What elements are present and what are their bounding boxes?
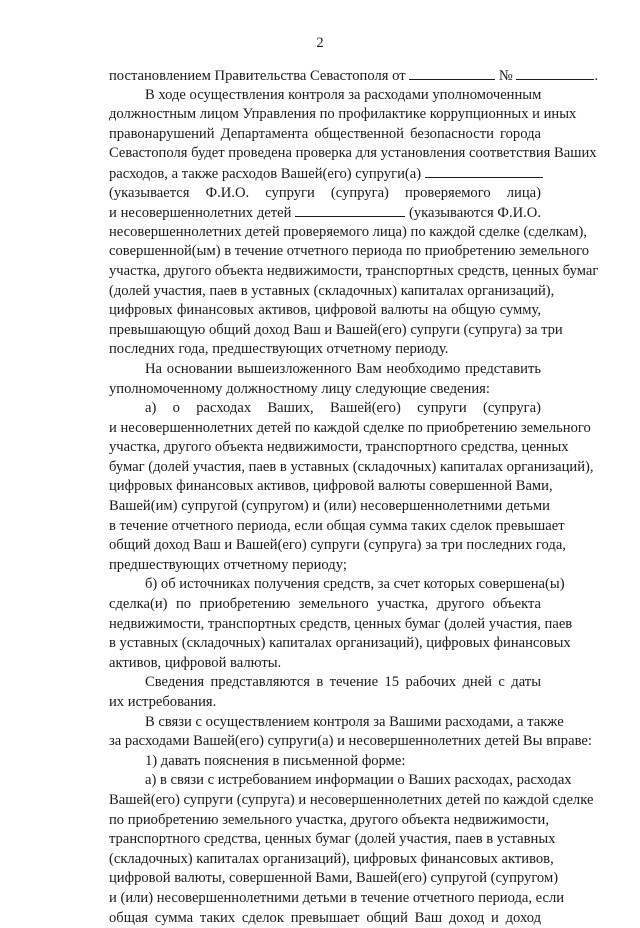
fill-in-blank xyxy=(409,66,495,80)
text-segment: . xyxy=(594,68,599,84)
fill-in-blank xyxy=(295,203,405,217)
text-line: и (или) несовершеннолетними детьми в течение отчетного периода, если xyxy=(109,889,565,906)
text-line: бумаг (долей участия, паев в уставных (складочных) капиталах организаций), xyxy=(109,458,594,475)
text-line: правонарушений Департамента общественной безопасности города xyxy=(109,125,541,142)
text-segment: № xyxy=(495,68,517,84)
text-line: совершенной(ым) в течение отчетного периода по приобретению земельного xyxy=(109,243,590,260)
text-line: в уставных (складочных) капиталах организаций), цифровых финансовых xyxy=(109,635,571,652)
text-line: В связи с осуществлением контроля за Вашими расходами, а также xyxy=(145,713,564,730)
text-line: за расходами Вашей(его) супруги(а) и несовершеннолетних детей Вы вправе: xyxy=(109,733,592,750)
text-line: общий доход Ваш и Вашей(его) супруги (супруга) за три последних года, xyxy=(109,537,566,554)
text-line: цифровых финансовых активов, цифровой валюты на общую сумму, xyxy=(109,302,541,319)
page-number: 2 xyxy=(316,35,324,51)
fill-in-blank xyxy=(425,164,543,178)
text-line: (указывается Ф.И.О. супруги (супруга) проверяемого лица) xyxy=(109,184,541,201)
text-line: а) в связи с истребованием информации о Ваших расходах, расходах xyxy=(145,772,572,789)
text-segment: и несовершеннолетних детей xyxy=(109,205,296,222)
text-line: и несовершеннолетних детей по каждой сделке по приобретению земельного xyxy=(109,419,591,436)
text-line: Вашей(его) супруги (супруга) и несовершеннолетних детей по каждой сделке xyxy=(109,791,594,808)
text-segment: (указываются Ф.И.О. xyxy=(405,205,541,222)
text-line: (складочных) капиталах организаций), цифровых финансовых активов, xyxy=(109,850,554,867)
text-line: участка, другого объекта недвижимости, транспортного средства, ценных xyxy=(109,439,569,456)
text-line: уполномоченному должностному лицу следующие сведения: xyxy=(109,380,490,397)
text-line xyxy=(109,164,541,184)
text-line: б) об источниках получения средств, за счет которых совершена(ы) xyxy=(145,576,565,593)
text-line: предшествующих отчетному периоду; xyxy=(109,556,347,573)
document-body xyxy=(109,66,599,928)
text-line: общая сумма таких сделок превышает общий Ваш доход и доход xyxy=(109,909,541,926)
text-line: транспортного средства, ценных бумаг (долей участия, паев в уставных xyxy=(109,831,556,848)
text-line: На основании вышеизложенного Вам необходимо представить xyxy=(145,360,541,377)
text-line: (долей участия, паев в уставных (складочных) капиталах организаций), xyxy=(109,282,555,299)
text-line: Вашей(им) супругой (супругом) и (или) несовершеннолетними детьми xyxy=(109,498,550,515)
text-line: участка, другого объекта недвижимости, транспортных средств, ценных бумаг xyxy=(109,262,599,279)
text-line: В ходе осуществления контроля за расходами уполномоченным xyxy=(145,86,542,103)
text-line: Сведения представляются в течение 15 рабочих дней с даты xyxy=(145,674,541,691)
text-line: а) о расходах Ваших, Вашей(его) супруги (супруга) xyxy=(145,400,541,417)
text-line: Севастополя будет проведена проверка для установления соответствия Ваших xyxy=(109,145,597,162)
text-line: активов, цифровой валюты. xyxy=(109,654,282,671)
text-line: сделка(и) по приобретению земельного участка, другого объекта xyxy=(109,596,541,613)
text-line: последних года, предшествующих отчетному периоду. xyxy=(109,341,449,358)
text-line: в течение отчетного периода, если общая сумма таких сделок превышает xyxy=(109,517,565,534)
text-line: должностным лицом Управления по профилактике коррупционных и иных xyxy=(109,106,577,123)
text-line xyxy=(109,203,541,223)
text-segment: постановлением Правительства Севастополя от xyxy=(109,68,410,84)
text-line: их истребования. xyxy=(109,694,217,710)
fill-in-blank xyxy=(516,66,594,80)
text-line: превышающую общий доход Ваш и Вашей(его) супруги (супруга) за три xyxy=(109,321,563,338)
text-line xyxy=(109,66,599,86)
text-line: 1) давать пояснения в письменной форме: xyxy=(145,752,406,769)
text-line: несовершеннолетних детей проверяемого лица) по каждой сделке (сделкам), xyxy=(109,223,588,240)
text-line: недвижимости, транспортных средств, ценных бумаг (долей участия, паев xyxy=(109,615,573,632)
text-segment: расходов, а также расходов Вашей(его) супруги(а) xyxy=(109,165,425,182)
text-line: по приобретению земельного участка, другого объекта недвижимости, xyxy=(109,811,549,828)
text-line: цифровой валюты, совершенной Вами, Вашей(его) супругой (супругом) xyxy=(109,870,559,887)
text-line: цифровых финансовых активов, цифровой валюты совершенной Вами, xyxy=(109,478,553,495)
